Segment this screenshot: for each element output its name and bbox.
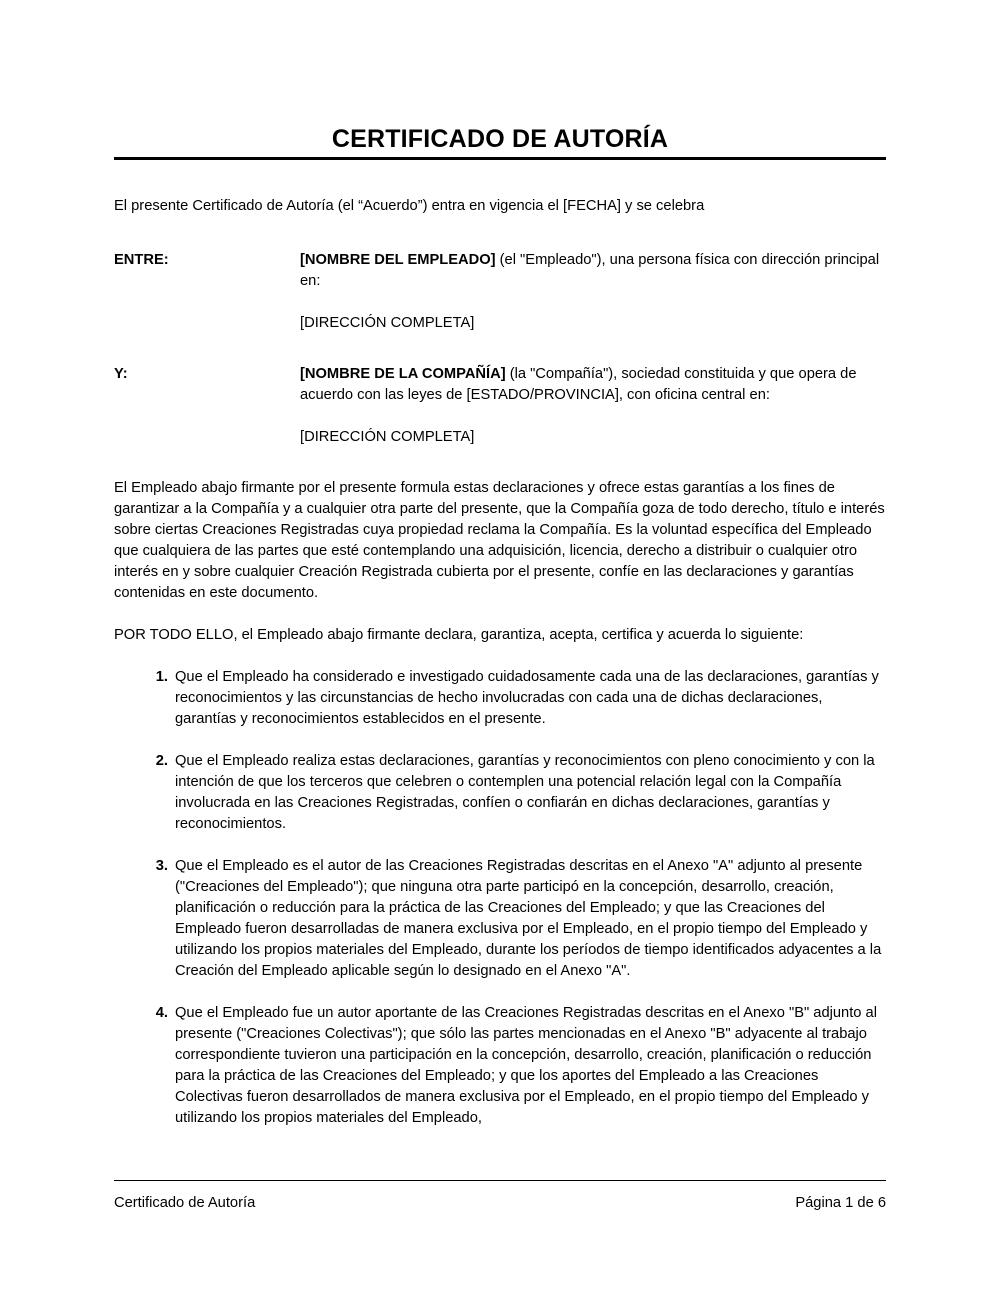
party-address-company: [DIRECCIÓN COMPLETA] xyxy=(300,429,475,445)
party-block-company xyxy=(114,364,886,448)
footer-document-name: Certificado de Autoría xyxy=(114,1195,256,1211)
spacer xyxy=(114,334,886,364)
header-divider xyxy=(114,157,886,160)
clause-text: Que el Empleado realiza estas declaraciones, garantías y reconocimientos con pleno conocimiento y con la intención de que los terceros que celebren o contemplen una potencial relación legal con la Compañía involucrada en las Creaciones Registradas, confíen o confiarán en dichas declaraciones, garantías y reconocimientos. xyxy=(175,753,875,832)
page-title: CERTIFICADO DE AUTORÍA xyxy=(331,125,669,153)
list-item xyxy=(114,751,886,835)
clause-text: Que el Empleado fue un autor aportante de las Creaciones Registradas descritas en el Anexo "B" adjunto al presente ("Creaciones Colectivas"); que sólo las partes mencionadas en el Anexo "B" adyacente al trabajo correspondiente tuvieron una participación en la concepción, desarrollo, creación, planificación o reducción para la práctica de las Creaciones del Empleado; y que los aportes del Empleado a las Creaciones Colectivas fueron desarrollados de manera exclusiva por el Empleado, en el propio tiempo del Empleado y utilizando los propios materiales del Empleado, xyxy=(175,1005,877,1126)
list-item xyxy=(114,1003,886,1129)
clause-number: 3. xyxy=(155,858,168,874)
party-details-company xyxy=(300,364,886,448)
clause-text: Que el Empleado es el autor de las Creaciones Registradas descritas en el Anexo "A" adjunto al presente ("Creaciones del Empleado"); que ninguna otra parte participó en la concepción, desarrollo, creación, planificación o reducción para la práctica de las Creaciones del Empleado; y que las Creaciones del Empleado fueron desarrolladas de manera exclusiva por el Empleado, en el propio tiempo del Empleado y utilizando los propios materiales del Empleado, durante los períodos de tiempo identificados adyacentes a la Creación del Empleado aplicable según lo designado en el Anexo "A". xyxy=(175,858,882,979)
party-label-y: Y: xyxy=(114,366,128,382)
clause-list xyxy=(114,667,886,1129)
intro-paragraph: El presente Certificado de Autoría (el “Acuerdo”) entra en vigencia el [FECHA] y se celebra xyxy=(114,198,705,214)
document-body xyxy=(114,196,886,1129)
footer-row xyxy=(114,1194,886,1213)
party-name-employee: [NOMBRE DEL EMPLEADO] xyxy=(300,252,496,268)
clause-number: 1. xyxy=(155,669,168,685)
spacer xyxy=(114,448,886,478)
document-header xyxy=(114,126,886,160)
list-item xyxy=(114,667,886,730)
party-block-employee xyxy=(114,250,886,334)
clause-number: 2. xyxy=(155,753,168,769)
party-address-employee: [DIRECCIÓN COMPLETA] xyxy=(300,315,475,331)
party-description-company xyxy=(300,364,886,406)
spacer xyxy=(114,238,886,250)
footer-page-number: Página 1 de 6 xyxy=(795,1195,886,1211)
recital-paragraph: El Empleado abajo firmante por el presente formula estas declaraciones y ofrece estas garantías a los fines de garantizar a la Compañía y a cualquier otra parte del presente, que la Compañía goza de todo derecho, título e interés sobre ciertas Creaciones Registradas cuya propiedad reclama la Compañía. Es la voluntad específica del Empleado que cualquiera de las partes que esté contemplando una adquisición, licencia, derecho a distribuir o cualquier otro interés en y sobre cualquier Creación Registrada cubierta por el presente, confíe en las declaraciones y garantías contenidas en este documento. xyxy=(114,480,885,601)
party-label-entre: ENTRE: xyxy=(114,252,169,268)
footer-divider xyxy=(114,1180,886,1181)
document-footer xyxy=(114,1180,886,1213)
party-description-text-company: (la "Compañía"), sociedad constituida y que opera de acuerdo con las leyes de [ESTADO/PROVINCIA], con oficina central en: xyxy=(300,366,857,403)
party-name-company: [NOMBRE DE LA COMPAÑÍA] xyxy=(300,366,506,382)
lead-in-paragraph: POR TODO ELLO, el Empleado abajo firmante declara, garantiza, acepta, certifica y acuerda lo siguiente: xyxy=(114,627,804,643)
party-description-employee xyxy=(300,250,886,292)
party-details-employee xyxy=(300,250,886,334)
party-description-text-employee: (el "Empleado"), una persona física con dirección principal en: xyxy=(300,252,880,289)
clause-text: Que el Empleado ha considerado e investigado cuidadosamente cada una de las declaraciones, garantías y reconocimientos y las circunstancias de hecho involucradas con cada una de dichas declaraciones, garantías y reconocimientos establecidos en el presente. xyxy=(175,669,879,727)
list-item xyxy=(114,856,886,982)
clause-number: 4. xyxy=(155,1005,168,1021)
